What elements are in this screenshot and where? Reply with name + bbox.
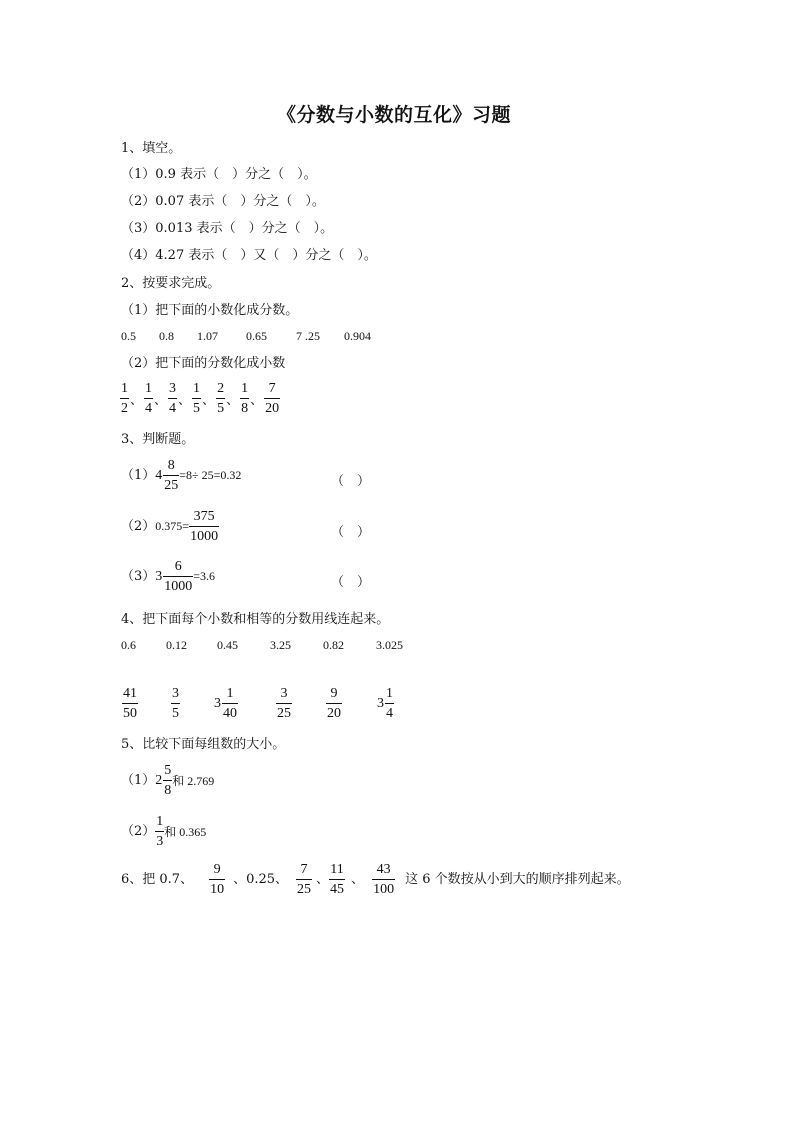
fraction: $\frac{375}{1000}$	[190, 509, 219, 544]
item-label: （3）	[121, 568, 156, 584]
fraction: $\frac{11}{45}$	[330, 862, 345, 897]
q1-item-2: （2）0.07 表示（ ）分之（ ）。	[121, 194, 325, 209]
q2-sub2: （2）把下面的分数化成小数	[121, 356, 286, 371]
q6-suffix: 这 6 个数按从小到大的顺序排列起来。	[405, 871, 630, 887]
answer-blank[interactable]: （ ）	[331, 473, 371, 488]
whole-number: 2	[155, 772, 163, 788]
item-label: （2）	[121, 823, 156, 839]
q4-decimal-3: 0.45	[217, 638, 238, 652]
fraction: $\frac{1}{2}$	[121, 381, 128, 416]
separator: 、	[226, 393, 240, 408]
q4-fraction-1: $\frac{41}{50}$	[123, 686, 137, 721]
q6-text: 、0.25、	[233, 871, 289, 887]
fraction: $\frac{2}{5}$	[217, 381, 225, 416]
q5-item-2	[121, 813, 206, 850]
q4-fraction-6: 3 $\frac{1}{4}$	[377, 686, 393, 721]
separator: 、	[154, 393, 168, 408]
q1-item-4: （4）4.27 表示（ ）又（ ）分之（ ）。	[121, 248, 377, 263]
expression: 和 0.365	[164, 825, 207, 839]
answer-blank[interactable]: （ ）	[331, 574, 371, 589]
q6-prefix: 6、把 0.7、	[121, 871, 194, 887]
q1-item-3: （3）0.013 表示（ ）分之（ ）。	[121, 221, 334, 236]
q3-item-1	[121, 457, 241, 494]
q4-decimal-1: 0.6	[121, 638, 136, 652]
q4-fraction-2: $\frac{3}{5}$	[172, 686, 179, 721]
separator: 、	[202, 393, 216, 408]
separator: 、	[178, 393, 192, 408]
q4-decimal-2: 0.12	[166, 638, 187, 652]
q4-decimal-4: 3.25	[270, 638, 291, 652]
fraction: $\frac{5}{8}$	[164, 763, 172, 798]
separator: 、	[316, 871, 330, 887]
answer-blank[interactable]: （ ）	[331, 524, 371, 539]
q2-decimal-4: 0.65	[246, 329, 267, 343]
q3-heading: 3、判断题。	[121, 432, 195, 447]
separator: 、	[351, 871, 365, 887]
page-title: 《分数与小数的互化》习题	[277, 104, 512, 126]
item-label: （2）	[121, 518, 156, 534]
fraction: $\frac{7}{20}$	[265, 381, 280, 416]
fraction: $\frac{43}{100}$	[373, 862, 395, 897]
expression: =3.6	[193, 569, 216, 583]
q5-heading: 5、比较下面每组数的大小。	[121, 737, 286, 752]
q3-item-3	[121, 558, 215, 595]
fraction: $\frac{1}{8}$	[241, 381, 249, 416]
q4-fraction-3: 3 $\frac{1}{40}$	[214, 686, 237, 721]
whole-number: 3	[155, 568, 163, 584]
separator: 、	[130, 393, 144, 408]
q2-sub1: （1）把下面的小数化成分数。	[121, 303, 299, 318]
q3-item-2	[121, 508, 219, 545]
q4-decimal-5: 0.82	[323, 638, 344, 652]
q1-item-1: （1）0.9 表示（ ）分之（ ）。	[121, 167, 317, 182]
item-label: （1）	[121, 772, 156, 788]
q2-heading: 2、按要求完成。	[121, 276, 221, 291]
fraction: $\frac{1}{4}$	[145, 381, 153, 416]
q2-decimal-6: 0.904	[344, 329, 371, 343]
q4-fraction-4: $\frac{3}{25}$	[277, 686, 291, 721]
fraction: $\frac{1}{5}$	[193, 381, 201, 416]
q1-heading: 1、填空。	[121, 141, 182, 156]
separator: 、	[250, 393, 264, 408]
q2-decimal-3: 1.07	[197, 329, 218, 343]
whole-number: 4	[155, 467, 163, 483]
fraction: $\frac{6}{1000}$	[164, 559, 193, 594]
q4-fraction-5: $\frac{9}{20}$	[327, 686, 341, 721]
q5-item-1	[121, 762, 214, 799]
q2-fraction-list	[120, 380, 280, 417]
q4-decimal-6: 3.025	[376, 638, 403, 652]
q4-heading: 4、把下面每个小数和相等的分数用线连起来。	[121, 612, 390, 627]
q2-decimal-2: 0.8	[159, 329, 174, 343]
fraction: $\frac{3}{4}$	[169, 381, 177, 416]
fraction: $\frac{7}{25}$	[297, 862, 312, 897]
q2-decimal-5: 7 .25	[296, 329, 320, 343]
item-label: （1）	[121, 467, 156, 483]
expression: =8÷ 25=0.32	[179, 468, 242, 482]
q2-decimal-1: 0.5	[121, 329, 136, 343]
q6-line	[121, 861, 630, 898]
fraction: $\frac{8}{25}$	[164, 458, 179, 493]
expression: 和 2.769	[172, 774, 215, 788]
expression: 0.375=	[155, 519, 190, 533]
fraction: $\frac{9}{10}$	[210, 862, 225, 897]
fraction: $\frac{1}{3}$	[156, 814, 164, 849]
